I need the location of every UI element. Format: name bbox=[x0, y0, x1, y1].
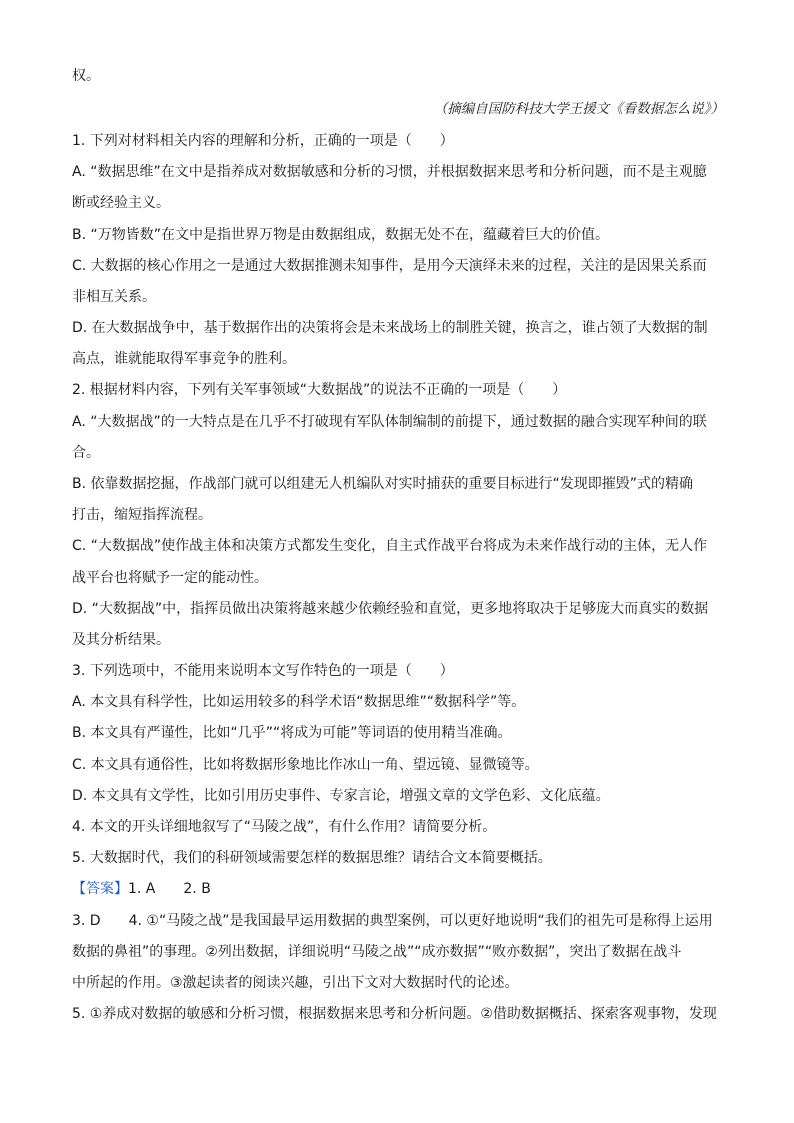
question-2-option-d-cont: 及其分析结果。 bbox=[72, 632, 170, 648]
question-1-option-d: D. 在大数据战争中，基于数据作出的决策将会是未来战场上的制胜关键，换言之，谁占领了大数据的制 bbox=[72, 320, 708, 336]
question-2-option-b-cont: 打击，缩短指挥流程。 bbox=[72, 507, 212, 523]
question-2-option-c-cont: 战平台也将赋予一定的能动性。 bbox=[72, 570, 268, 586]
question-2-option-a: A. “大数据战”的一大特点是在几乎不打破现有军队体制编制的前提下，通过数据的融合实现军种间的联 bbox=[72, 414, 707, 430]
question-4-stem: 4. 本文的开头详细地叙写了“马陵之战”，有什么作用？请简要分析。 bbox=[72, 819, 497, 835]
question-2-stem: 2. 根据材料内容，下列有关军事领域“大数据战”的说法不正确的一项是（ ） bbox=[72, 382, 567, 398]
answer-tag: 【答案】 bbox=[72, 881, 128, 897]
question-1-option-b: B. “万物皆数”在文中是指世界万物是由数据组成，数据无处不在，蕴藏着巨大的价值。 bbox=[72, 227, 610, 243]
question-1-option-a: A. “数据思维”在文中是指养成对数据敏感和分析的习惯，并根据数据来思考和分析问题，而不是主观臆 bbox=[72, 164, 707, 180]
question-1-option-d-cont: 高点，谁就能取得军事竞争的胜利。 bbox=[72, 351, 296, 367]
answer-line-2: 3. D 4. ①“马陵之战”是我国最早运用数据的典型案例，可以更好地说明“我们的祖先可是称得上运用 bbox=[72, 913, 713, 929]
question-5-stem: 5. 大数据时代，我们的科研领域需要怎样的数据思维？请结合文本简要概括。 bbox=[72, 850, 552, 866]
question-1-option-c-cont: 非相互关系。 bbox=[72, 289, 156, 305]
question-1-option-a-cont: 断或经验主义。 bbox=[72, 195, 170, 211]
source-citation: （摘编自国防科技大学王援文《看数据怎么说》） bbox=[433, 101, 724, 117]
answer-line-3: 数据的鼻祖”的事理。②列出数据，详细说明“马陵之战”“成亦数据”“败亦数据”，突出了数据在战斗 bbox=[72, 944, 682, 960]
question-3-stem: 3. 下列选项中，不能用来说明本文写作特色的一项是（ ） bbox=[72, 663, 454, 679]
question-2-option-a-cont: 合。 bbox=[72, 445, 100, 461]
answer-line-4: 中所起的作用。③激起读者的阅读兴趣，引出下文对大数据时代的论述。 bbox=[72, 975, 519, 991]
answer-text: 1. A 2. B bbox=[128, 881, 211, 897]
question-3-option-c: C. 本文具有通俗性，比如将数据形象地比作冰山一角、望远镜、显微镜等。 bbox=[72, 757, 539, 773]
question-2-option-c: C. “大数据战”使作战主体和决策方式都发生变化，自主式作战平台将成为未来作战行动的主体，无人作 bbox=[72, 538, 708, 554]
question-2-option-d: D. “大数据战”中，指挥员做出决策将越来越少依赖经验和直觉，更多地将取决于足够庞大而真实的数据 bbox=[72, 601, 709, 617]
answer-line-5: 5. ①养成对数据的敏感和分析习惯，根据数据来思考和分析问题。②借助数据概括、探索客观事物，发现 bbox=[72, 1006, 717, 1022]
question-3-option-d: D. 本文具有文学性，比如引用历史事件、专家言论，增强文章的文学色彩、文化底蕴。 bbox=[72, 788, 610, 804]
question-2-option-b: B. 依靠数据挖掘，作战部门就可以组建无人机编队对实时捕获的重要目标进行“发现即摧毁”式的精确 bbox=[72, 476, 694, 492]
question-1-stem: 1. 下列对材料相关内容的理解和分析，正确的一项是（ ） bbox=[72, 133, 454, 149]
answer-line-1 bbox=[72, 879, 211, 899]
passage-tail: 权。 bbox=[72, 68, 100, 84]
question-1-option-c: C. 大数据的核心作用之一是通过大数据推测未知事件，是用今天演绎未来的过程，关注的是因果关系而 bbox=[72, 258, 707, 274]
question-3-option-b: B. 本文具有严谨性，比如“几乎”“将成为可能”等词语的使用精当准确。 bbox=[72, 725, 512, 741]
question-3-option-a: A. 本文具有科学性，比如运用较多的科学术语“数据思维”“数据科学”等。 bbox=[72, 694, 526, 710]
